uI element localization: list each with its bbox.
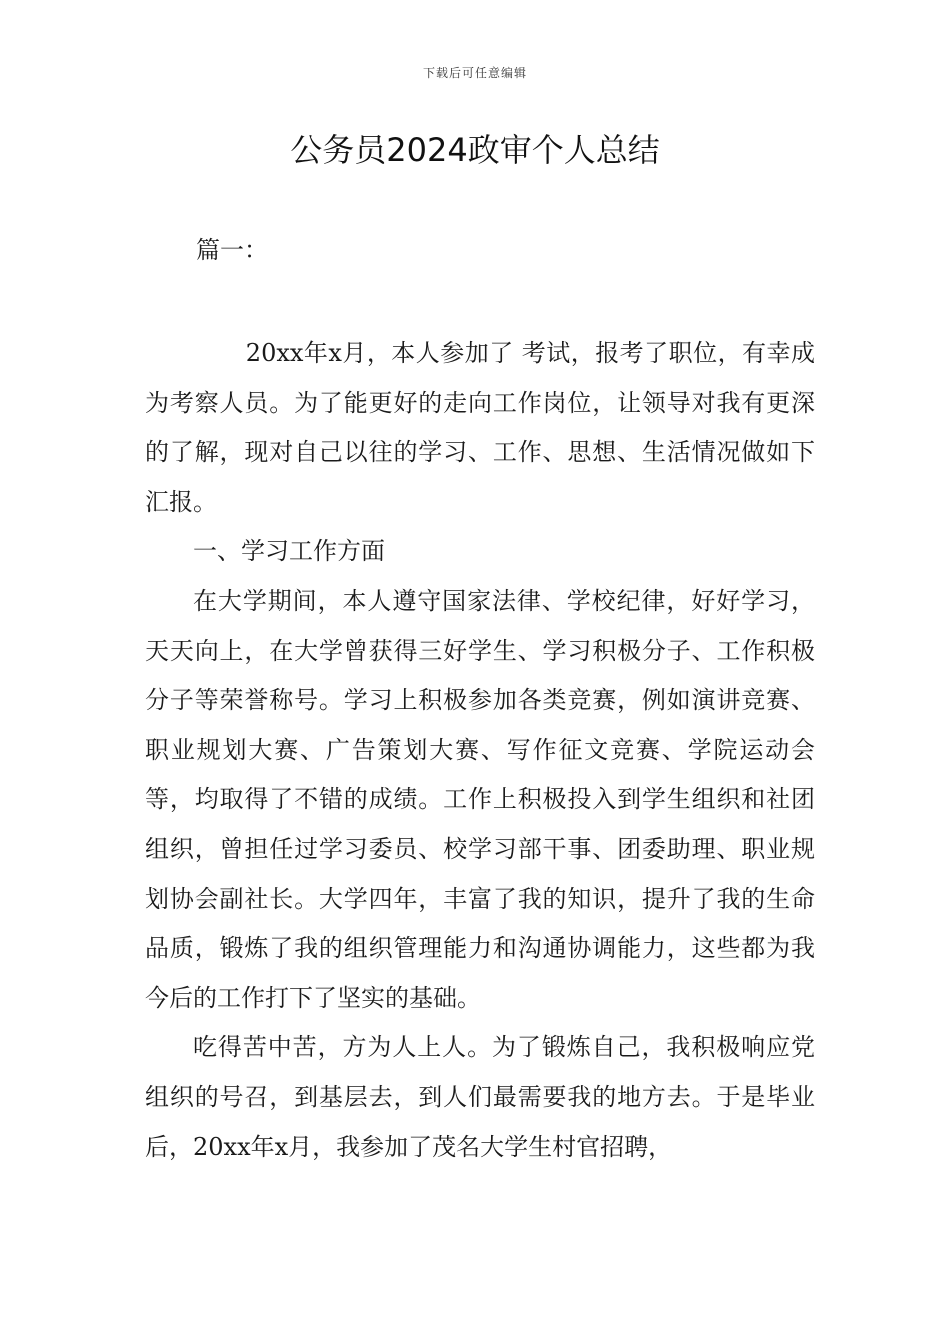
paragraph-study-work: 在大学期间，本人遵守国家法律、学校纪律，好好学习，天天向上，在大学曾获得三好学生、学习积极分子、工作积极分子等荣誉称号。学习上积极参加各类竞赛，例如演讲竞赛、职业规划大赛、广告策划大赛、写作征文竞赛、学院运动会等，均取得了不错的成绩。工作上积极投入到学生组织和社团组织，曾担任过学习委员、校学习部干事、团委助理、职业规划协会副社长。大学四年，丰富了我的知识，提升了我的生命品质，锻炼了我的组织管理能力和沟通协调能力，这些都为我今后的工作打下了坚实的基础。 <box>145 586 815 1012</box>
paragraph-intro: 20xx年x月，本人参加了 考试，报考了职位，有幸成为考察人员。为了能更好的走向工作岗位，让领导对我有更深的了解，现对自己以往的学习、工作、思想、生活情况做如下汇报。 <box>145 339 815 516</box>
section-heading: 一、学习工作方面 <box>193 537 385 566</box>
section-label: 篇一： <box>196 236 268 264</box>
paragraph-grassroots: 吃得苦中苦，方为人上人。为了锻炼自己，我积极响应党组织的号召，到基层去，到人们最需要我的地方去。于是毕业后，20xx年x月，我参加了茂名大学生村官招聘， <box>145 1033 815 1161</box>
header-note: 下载后可任意编辑 <box>422 66 527 80</box>
document-title: 公务员2024政审个人总结 <box>290 131 660 169</box>
document-body <box>145 329 815 1172</box>
